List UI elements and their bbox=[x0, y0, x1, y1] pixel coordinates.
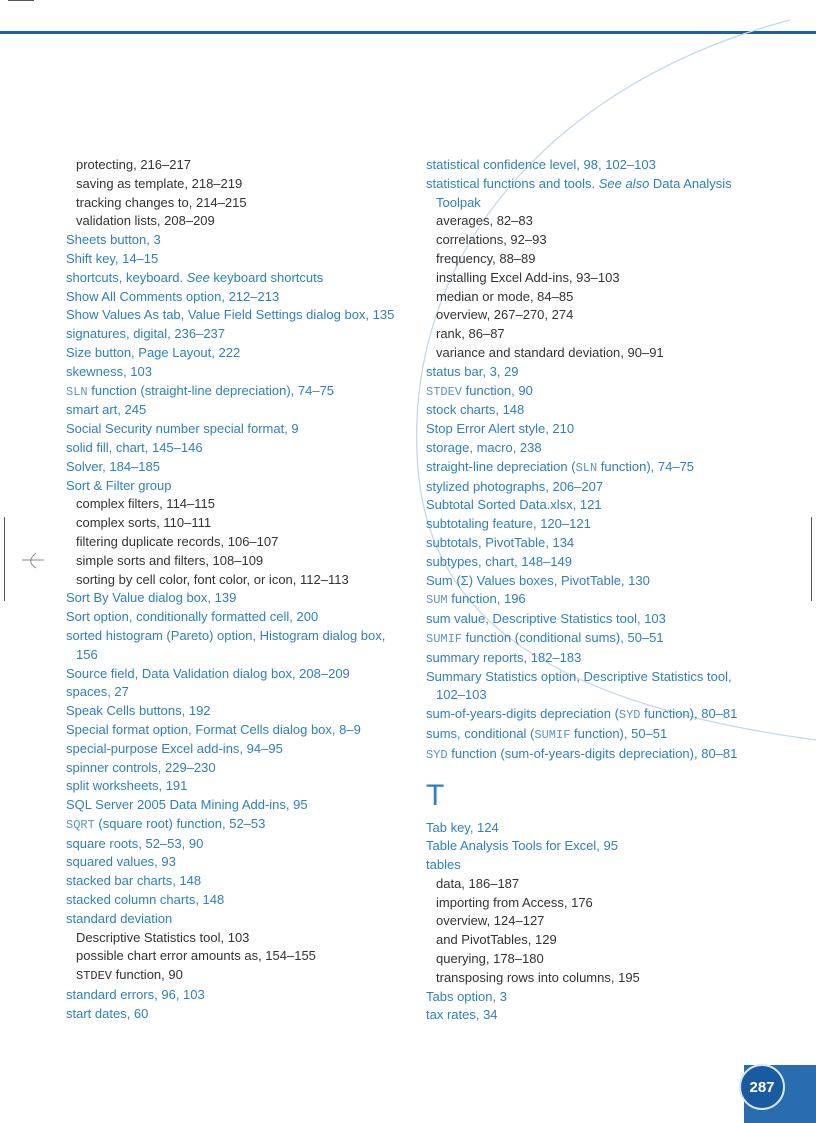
index-entry bbox=[426, 705, 756, 725]
index-entry: square roots, 52–53, 90 bbox=[66, 835, 204, 851]
index-subentry: sorting by cell color, font color, or icon, 112–113 bbox=[76, 571, 349, 587]
code-term: STDEV bbox=[76, 969, 113, 984]
index-subentry: overview, 267–270, 274 bbox=[436, 307, 574, 323]
index-entry: skewness, 103 bbox=[66, 363, 152, 379]
index-subentry: simple sorts and filters, 108–109 bbox=[76, 552, 264, 568]
index-entry: Show Values As tab, Value Field Settings dialog box, 135 bbox=[66, 307, 395, 323]
entry-text: (square root) function, 52–53 bbox=[94, 815, 266, 831]
index-entry: subtotaling feature, 120–121 bbox=[426, 516, 591, 532]
index-entry: squared values, 93 bbox=[66, 854, 176, 870]
index-subentry: complex sorts, 110–111 bbox=[76, 515, 212, 531]
index-entry: Source field, Data Validation dialog box, 208–209 bbox=[66, 665, 350, 681]
index-entry: sum value, Descriptive Statistics tool, 103 bbox=[426, 611, 666, 627]
index-entry bbox=[426, 382, 756, 402]
index-column-right bbox=[426, 156, 756, 1025]
code-term: SYD bbox=[426, 747, 448, 762]
index-entry: special-purpose Excel add-ins, 94–95 bbox=[66, 740, 283, 756]
index-entry: Subtotal Sorted Data.xlsx, 121 bbox=[426, 497, 602, 513]
index-entry: storage, macro, 238 bbox=[426, 439, 542, 455]
entry-text: function, 90 bbox=[112, 967, 183, 983]
index-entry: summary reports, 182–183 bbox=[426, 649, 582, 665]
index-entry: stock charts, 148 bbox=[426, 402, 525, 418]
index-subentry: data, 186–187 bbox=[436, 875, 520, 891]
entry-text: keyboard shortcuts bbox=[209, 269, 324, 285]
corner-crop-mark bbox=[8, 0, 34, 1]
index-entry: spaces, 27 bbox=[66, 684, 129, 700]
index-entry bbox=[66, 269, 406, 288]
code-term: SYD bbox=[618, 708, 641, 723]
index-entry: standard deviation bbox=[66, 910, 173, 926]
code-term: SLN bbox=[66, 384, 88, 399]
index-subentry: averages, 82–83 bbox=[436, 213, 533, 229]
index-subentry: saving as template, 218–219 bbox=[76, 175, 243, 191]
index-subentry: correlations, 92–93 bbox=[436, 232, 547, 248]
index-subentry: variance and standard deviation, 90–91 bbox=[436, 344, 664, 360]
index-subentry: importing from Access, 176 bbox=[436, 894, 593, 910]
index-entry bbox=[426, 175, 756, 213]
index-subentry: and PivotTables, 129 bbox=[436, 932, 557, 948]
index-entry bbox=[426, 629, 756, 649]
index-entry: Summary Statistics option, Descriptive Statistics tool, 102–103 bbox=[426, 668, 732, 703]
index-entry: Sum (Σ) Values boxes, PivotTable, 130 bbox=[426, 572, 650, 588]
index-entry: status bar, 3, 29 bbox=[426, 363, 519, 379]
index-entry bbox=[66, 815, 406, 835]
index-entry bbox=[426, 745, 756, 765]
index-entry: Sheets button, 3 bbox=[66, 232, 161, 248]
index-subentry: Descriptive Statistics tool, 103 bbox=[76, 929, 250, 945]
index-subentry: complex filters, 114–115 bbox=[76, 496, 215, 512]
index-subentry: validation lists, 208–209 bbox=[76, 213, 215, 229]
index-entry: subtotals, PivotTable, 134 bbox=[426, 534, 575, 550]
entry-text: function, 196 bbox=[447, 591, 526, 607]
entry-text: sum-of-years-digits depreciation ( bbox=[426, 706, 619, 722]
right-margin-mark bbox=[811, 517, 812, 601]
index-entry: Tabs option, 3 bbox=[426, 988, 507, 1004]
index-entry bbox=[426, 458, 756, 478]
section-letter: T bbox=[426, 778, 445, 812]
index-entry bbox=[426, 725, 756, 745]
entry-text: function), 80–81 bbox=[640, 706, 738, 722]
code-term: SLN bbox=[575, 460, 598, 475]
entry-text: function (sum-of-years-digits depreciation), 80–81 bbox=[447, 745, 738, 761]
entry-text: function (conditional sums), 50–51 bbox=[462, 629, 664, 645]
entry-text: straight-line depreciation ( bbox=[426, 458, 576, 474]
index-entry: Sort By Value dialog box, 139 bbox=[66, 590, 237, 606]
index-subentry: tracking changes to, 214–215 bbox=[76, 194, 247, 210]
index-subentry: querying, 178–180 bbox=[436, 951, 544, 967]
index-entry: Social Security number special format, 9 bbox=[66, 421, 299, 437]
index-entry: solid fill, chart, 145–146 bbox=[66, 439, 203, 455]
index-entry: sorted histogram (Pareto) option, Histogram dialog box, 156 bbox=[66, 627, 386, 662]
index-entry: statistical confidence level, 98, 102–103 bbox=[426, 157, 656, 172]
header-rule bbox=[0, 31, 816, 34]
index-entry: Tab key, 124 bbox=[426, 819, 499, 835]
entry-text: Data Analysis Toolpak bbox=[436, 175, 732, 210]
index-entry: standard errors, 96, 103 bbox=[66, 987, 205, 1003]
code-term: SQRT bbox=[66, 817, 95, 832]
index-subentry: possible chart error amounts as, 154–155 bbox=[76, 948, 316, 964]
index-subentry bbox=[66, 966, 406, 986]
see-reference: See bbox=[186, 269, 210, 285]
index-entry: Show All Comments option, 212–213 bbox=[66, 288, 280, 304]
index-subentry: rank, 86–87 bbox=[436, 326, 505, 342]
see-reference: See also bbox=[598, 175, 650, 191]
index-subentry: overview, 124–127 bbox=[436, 913, 545, 929]
page-number: 287 bbox=[739, 1064, 785, 1110]
entry-text: function), 74–75 bbox=[597, 458, 695, 474]
index-entry: split worksheets, 191 bbox=[66, 778, 188, 794]
index-entry: stylized photographs, 206–207 bbox=[426, 478, 604, 494]
entry-text: function, 90 bbox=[462, 382, 533, 398]
index-subentry: frequency, 88–89 bbox=[436, 250, 536, 266]
index-entry: Table Analysis Tools for Excel, 95 bbox=[426, 838, 618, 854]
index-entry: spinner controls, 229–230 bbox=[66, 759, 216, 775]
index-entry bbox=[66, 382, 406, 402]
entry-text: function), 50–51 bbox=[570, 725, 668, 741]
index-entry: Size button, Page Layout, 222 bbox=[66, 344, 241, 360]
entry-text: statistical functions and tools. bbox=[426, 175, 599, 191]
entry-text: sums, conditional ( bbox=[426, 725, 535, 741]
index-entry: tables bbox=[426, 857, 461, 873]
index-entry: Sort & Filter group bbox=[66, 477, 172, 493]
index-entry bbox=[426, 590, 756, 610]
index-entry: Stop Error Alert style, 210 bbox=[426, 421, 575, 437]
index-entry: subtypes, chart, 148–149 bbox=[426, 553, 572, 569]
code-term: SUMIF bbox=[426, 631, 463, 646]
code-term: SUM bbox=[426, 593, 448, 608]
index-entry: Special format option, Format Cells dialog box, 8–9 bbox=[66, 721, 361, 737]
index-subentry: transposing rows into columns, 195 bbox=[436, 969, 640, 985]
index-entry: stacked column charts, 148 bbox=[66, 892, 225, 908]
index-subentry: protecting, 216–217 bbox=[76, 157, 191, 172]
index-subentry: median or mode, 84–85 bbox=[436, 288, 574, 304]
index-entry: smart art, 245 bbox=[66, 402, 147, 418]
left-margin-mark bbox=[4, 517, 5, 601]
entry-text: function (straight-line depreciation), 74–75 bbox=[87, 382, 335, 398]
index-entry: signatures, digital, 236–237 bbox=[66, 326, 226, 342]
index-entry: Solver, 184–185 bbox=[66, 458, 160, 474]
index-entry: Sort option, conditionally formatted cell, 200 bbox=[66, 609, 319, 625]
index-entry: Speak Cells buttons, 192 bbox=[66, 703, 211, 719]
entry-text: shortcuts, keyboard. bbox=[66, 269, 187, 285]
index-entry: stacked bar charts, 148 bbox=[66, 873, 202, 889]
code-term: STDEV bbox=[426, 384, 463, 399]
index-entry: Shift key, 14–15 bbox=[66, 250, 159, 266]
index-subentry: installing Excel Add-ins, 93–103 bbox=[436, 269, 620, 285]
index-entry: tax rates, 34 bbox=[426, 1007, 498, 1023]
index-subentry: filtering duplicate records, 106–107 bbox=[76, 533, 279, 549]
index-entry: start dates, 60 bbox=[66, 1005, 149, 1021]
index-column-left bbox=[66, 156, 406, 1024]
code-term: SUMIF bbox=[534, 727, 571, 742]
index-entry: SQL Server 2005 Data Mining Add-ins, 95 bbox=[66, 797, 308, 813]
